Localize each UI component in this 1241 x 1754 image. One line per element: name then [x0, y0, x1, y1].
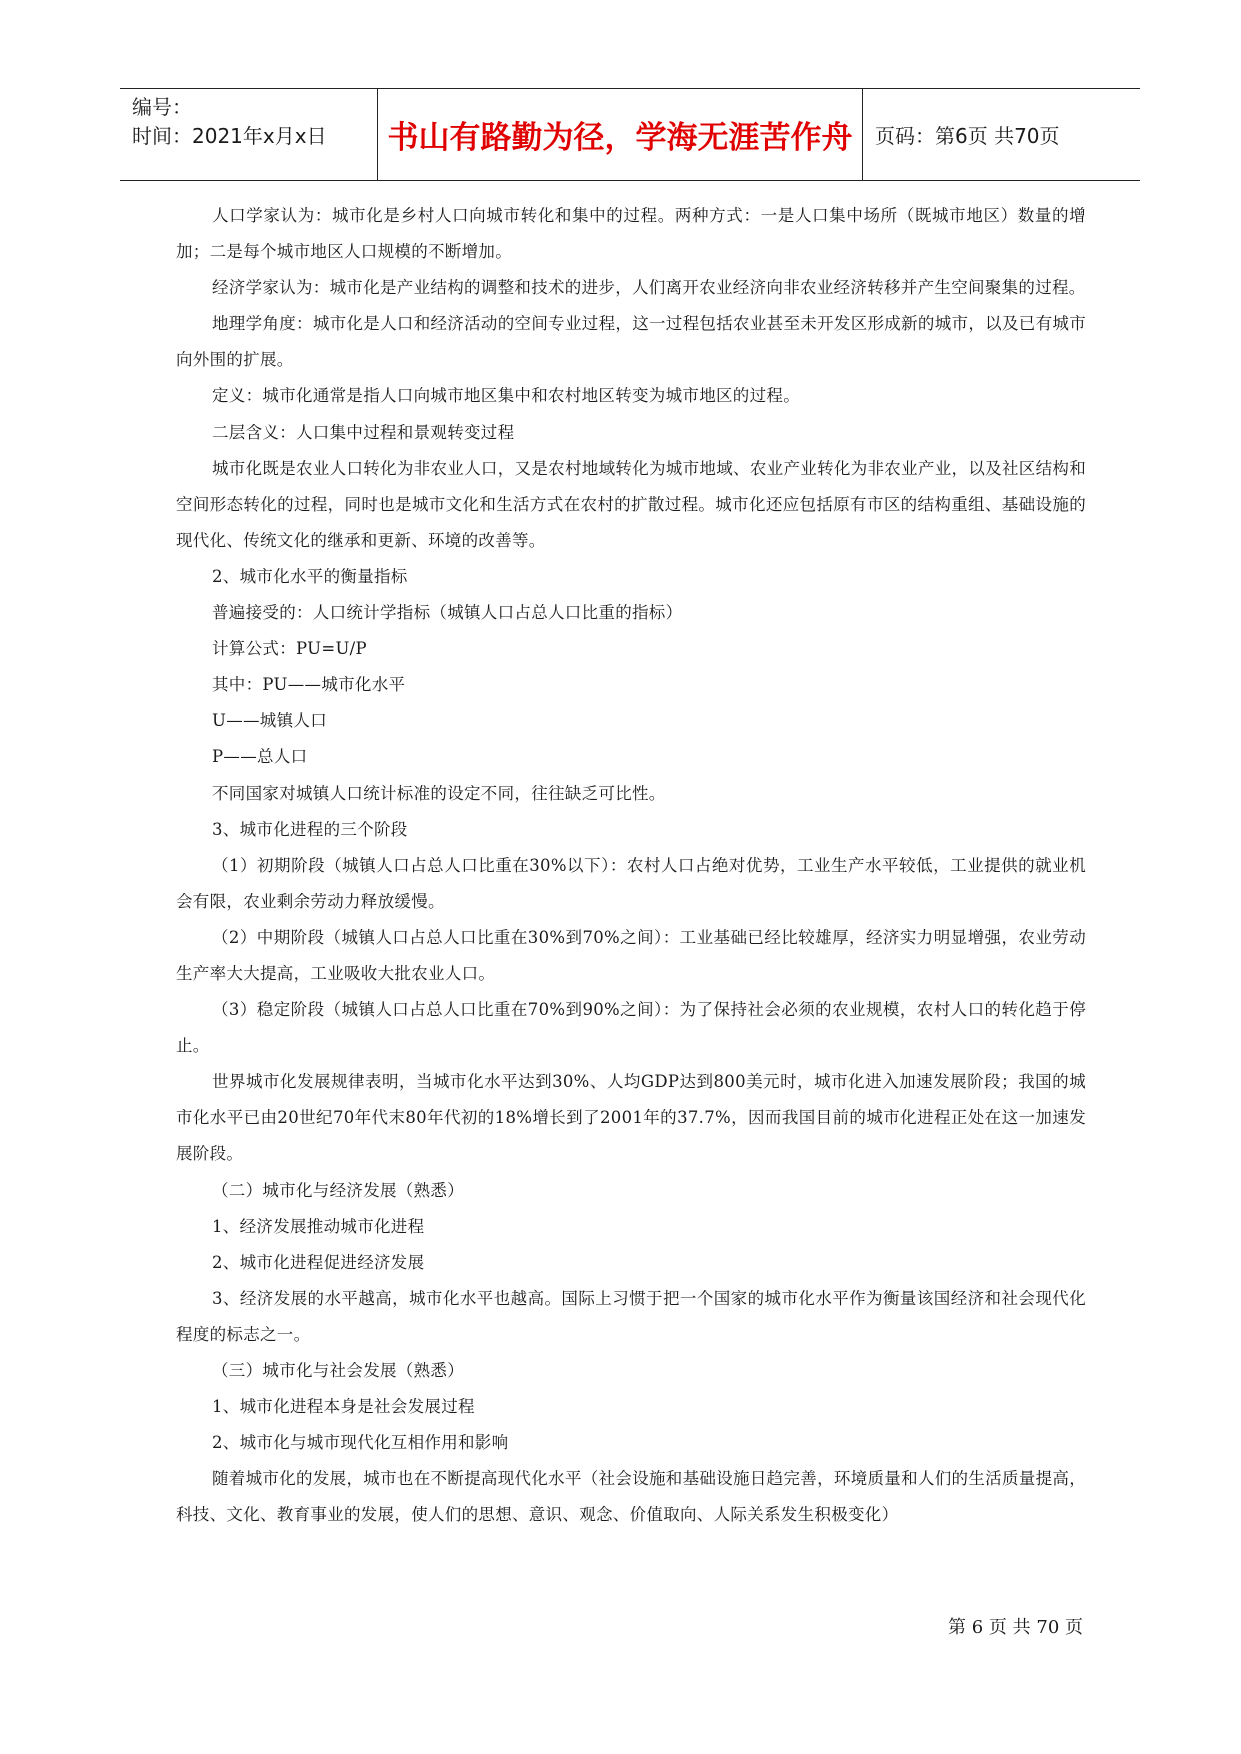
header-page-cell: [863, 89, 1140, 180]
header-meta: [120, 89, 378, 180]
section-heading: 3、城市化进程的三个阶段: [212, 819, 408, 839]
paragraph: （3）稳定阶段（城镇人口占总人口比重在70%到90%之间）：为了保持社会必须的农业规模，农村人口的转化趋于停止。: [176, 1000, 1086, 1056]
formula-line: 其中：PU——城市化水平: [212, 675, 406, 695]
motto-text: 书山有路勤为径，学海无涯苦作舟: [387, 120, 853, 156]
section-heading: （三）城市化与社会发展（熟悉）: [212, 1361, 464, 1380]
paragraph: 2、城市化与城市现代化互相作用和影响: [212, 1433, 509, 1453]
paragraph: 世界城市化发展规律表明，当城市化水平达到30%、人均GDP达到800美元时，城市化进入加速发展阶段；我国的城市化水平已由20世纪70年代末80年代初的18%增长到了2001年的37.7%，因而我国目前的城市化进程正处在这一加速发展阶段。: [176, 1072, 1086, 1164]
header-motto-cell: [378, 89, 863, 180]
section-heading: 2、城市化水平的衡量指标: [212, 566, 408, 586]
page-footer: 第 6 页 共 70 页: [948, 1617, 1083, 1638]
paragraph: 城市化既是农业人口转化为非农业人口，又是农村地域转化为城市地域、农业产业转化为非农业产业，以及社区结构和空间形态转化的过程，同时也是城市文化和生活方式在农村的扩散过程。城市化还应包括原有市区的结构重组、基础设施的现代化、传统文化的继承和更新、环境的改善等。: [176, 458, 1086, 550]
paragraph: 1、城市化进程本身是社会发展过程: [212, 1397, 475, 1417]
paragraph: 普遍接受的：人口统计学指标（城镇人口占总人口比重的指标）: [212, 603, 683, 623]
section-heading: （二）城市化与经济发展（熟悉）: [212, 1180, 464, 1200]
document-number-label: 编号：: [132, 95, 192, 119]
document-header: [120, 88, 1140, 181]
paragraph: 1、经济发展推动城市化进程: [212, 1216, 425, 1236]
paragraph: 定义：城市化通常是指人口向城市地区集中和农村地区转变为城市地区的过程。: [212, 386, 800, 406]
paragraph: 随着城市化的发展，城市也在不断提高现代化水平（社会设施和基础设施日趋完善，环境质量和人们的生活质量提高，科技、文化、教育事业的发展，使人们的思想、意识、观念、价值取向、人际关系发生积极变化）: [176, 1469, 1086, 1525]
formula-line: U——城镇人口: [212, 711, 328, 731]
document-time-label: 时间：2021年x月x日: [132, 124, 327, 148]
paragraph: （1）初期阶段（城镇人口占总人口比重在30%以下）：农村人口占绝对优势，工业生产水平较低，工业提供的就业机会有限，农业剩余劳动力释放缓慢。: [176, 855, 1086, 911]
paragraph: 经济学家认为：城市化是产业结构的调整和技术的进步，人们离开农业经济向非农业经济转移并产生空间聚集的过程。: [212, 278, 1086, 298]
paragraph: 2、城市化进程促进经济发展: [212, 1252, 425, 1272]
paragraph: 地理学角度：城市化是人口和经济活动的空间专业过程，这一过程包括农业甚至未开发区形成新的城市，以及已有城市向外围的扩展。: [176, 314, 1086, 370]
formula-line: 计算公式：PU=U/P: [212, 639, 367, 659]
header-page-label: 页码：第6页 共70页: [875, 124, 1060, 148]
paragraph: 人口学家认为：城市化是乡村人口向城市转化和集中的过程。两种方式：一是人口集中场所（既城市地区）数量的增加；二是每个城市地区人口规模的不断增加。: [176, 206, 1086, 262]
paragraph: 3、经济发展的水平越高，城市化水平也越高。国际上习惯于把一个国家的城市化水平作为衡量该国经济和社会现代化程度的标志之一。: [176, 1288, 1086, 1344]
paragraph: （2）中期阶段（城镇人口占总人口比重在30%到70%之间）：工业基础已经比较雄厚，经济实力明显增强，农业劳动生产率大大提高，工业吸收大批农业人口。: [176, 927, 1086, 983]
paragraph: 不同国家对城镇人口统计标准的设定不同，往往缺乏可比性。: [212, 783, 666, 803]
formula-line: P——总人口: [212, 747, 308, 767]
paragraph: 二层含义：人口集中过程和景观转变过程: [212, 422, 515, 442]
document-body: [176, 198, 1086, 1533]
